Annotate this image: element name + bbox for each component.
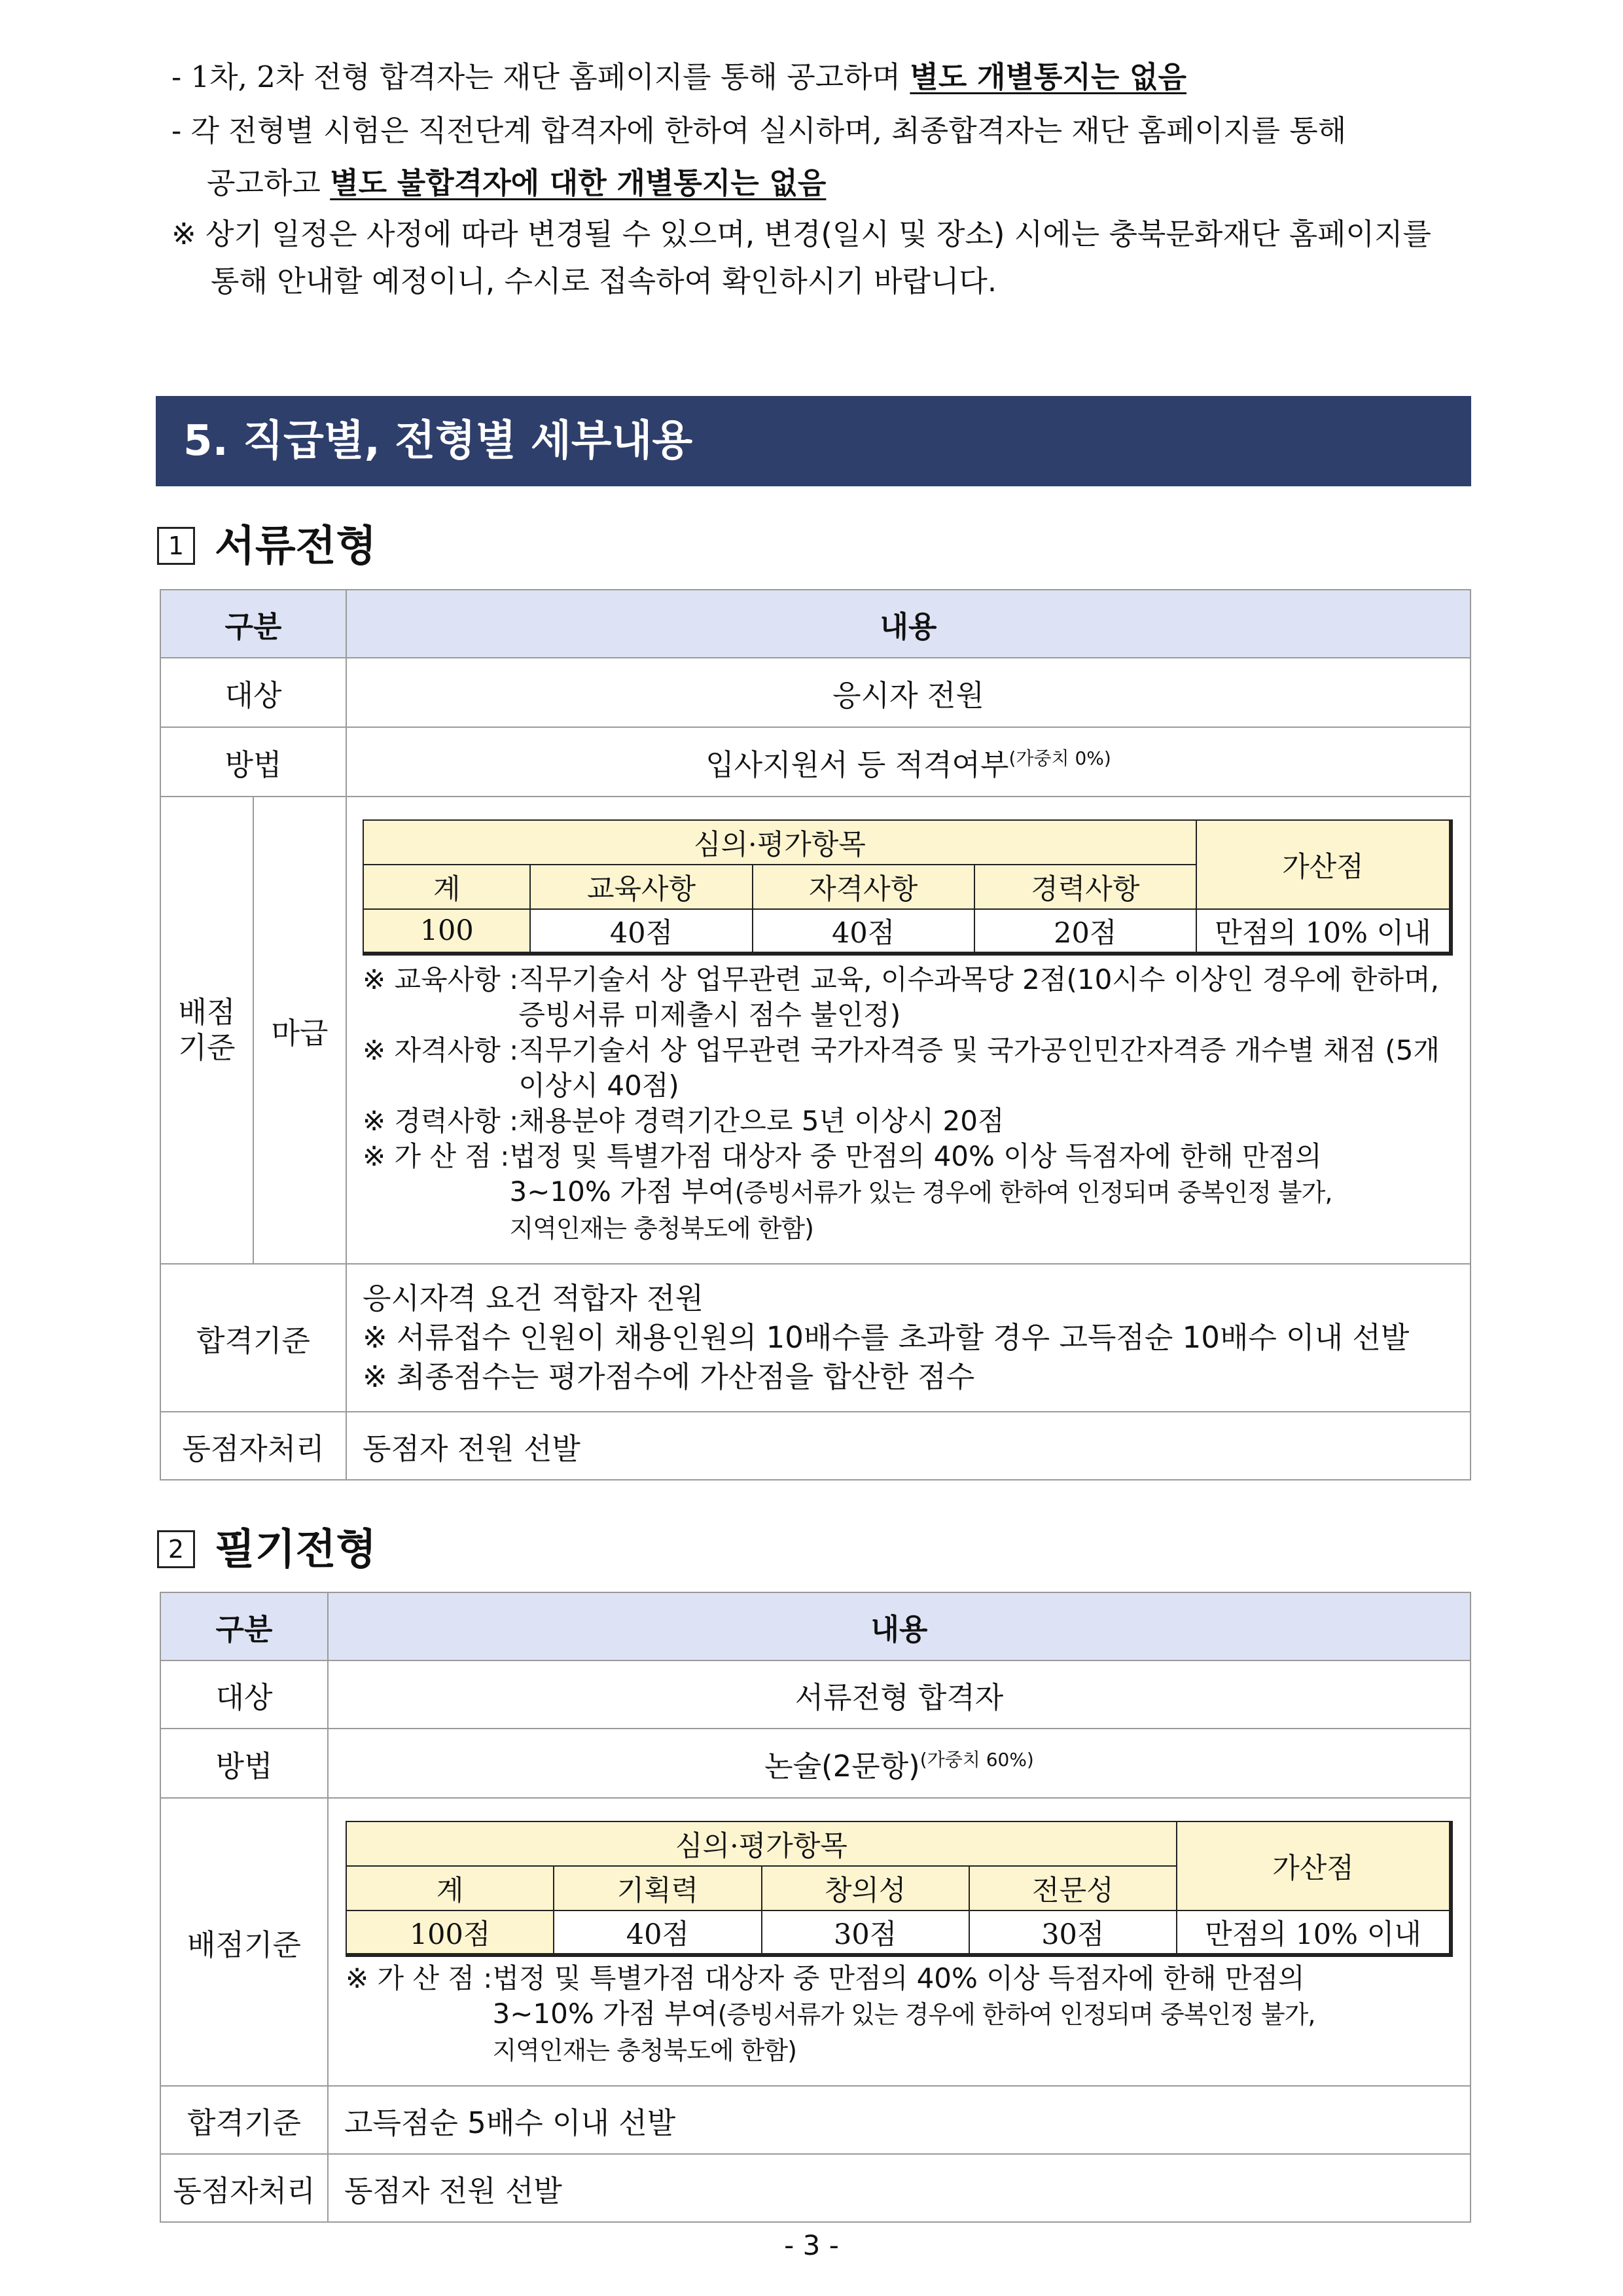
tie-label: 동점자처리: [160, 2154, 328, 2222]
doc-score-table: [363, 819, 1453, 956]
grade-label: 마급: [253, 797, 346, 1264]
col-creativity: 창의성: [762, 1866, 969, 1910]
tie-value: 동점자 전원 선발: [346, 1412, 1471, 1480]
written-score-table: [346, 1821, 1453, 1957]
weight-note: (가중치 0%): [1008, 747, 1111, 769]
intro-line-2: - 각 전형별 시험은 직전단계 합격자에 한하여 실시하며, 최종합격자는 재단 홈페이지를 통해: [171, 113, 1347, 148]
val-career: 20점: [974, 909, 1196, 954]
header-category: 구분: [160, 590, 346, 658]
intro-emph-1: 별도 개별통지는 없음: [910, 60, 1186, 94]
written-exam-table: [160, 1592, 1471, 2223]
note-education: ※ 교육사항 : 직무기술서 상 업무관련 교육, 이수과목당 2점(10시수 이상인 경우에 한하며, 증빙서류 미제출시 점수 불인정): [363, 963, 1439, 1031]
method-label: 방법: [160, 727, 346, 797]
col-education: 교육사항: [530, 865, 752, 909]
intro-note-1: ※ 상기 일정은 사정에 따라 변경될 수 있으며, 변경(일시 및 장소) 시에는 충북문화재단 홈페이지를: [171, 217, 1431, 251]
bonus-header: 가산점: [1177, 1821, 1451, 1910]
method-label: 방법: [160, 1729, 328, 1798]
doc-score-notes: [363, 962, 1453, 1246]
intro-line-1: - 1차, 2차 전형 합격자는 재단 홈페이지를 통해 공고하며 별도 개별통지는 없음: [171, 60, 1186, 94]
col-expertise: 전문성: [969, 1866, 1177, 1910]
val-creativity: 30점: [762, 1910, 969, 1955]
written-score-notes: [346, 1961, 1453, 2068]
header-content: 내용: [328, 1592, 1471, 1660]
note-bonus: ※ 가 산 점 : 법정 및 특별가점 대상자 중 만점의 40% 이상 득점자에 한해 만점의 3~10% 가점 부여(증빙서류가 있는 경우에 한하여 인정되며 중복인정 불가, 지역인재는 충청북도에 한함): [346, 1962, 1315, 2065]
subsection-doc-title: 1 서류전형: [157, 520, 376, 573]
col-planning: 기획력: [554, 1866, 761, 1910]
note-certificate: ※ 자격사항 : 직무기술서 상 업무관련 국가자격증 및 국가공인민간자격증 개수별 채점 (5개 이상시 40점): [363, 1034, 1440, 1102]
numbered-box-2: 2: [157, 1530, 195, 1568]
eval-items-header: 심의·평가항목: [363, 820, 1196, 865]
val-education: 40점: [530, 909, 752, 954]
weight-note: (가중치 60%): [919, 1748, 1034, 1770]
intro-emph-2: 별도 불합격자에 대한 개별통지는 없음: [330, 166, 827, 200]
header-category: 구분: [160, 1592, 328, 1660]
target-label: 대상: [160, 1660, 328, 1729]
score-criteria-content: [346, 797, 1471, 1264]
intro-line-3: 공고하고 별도 불합격자에 대한 개별통지는 없음: [207, 166, 827, 200]
section-title: 5. 직급별, 전형별 세부내용: [183, 417, 693, 465]
intro-note-2: 통해 안내할 예정이니, 수시로 접속하여 확인하시기 바랍니다.: [211, 264, 997, 298]
doc-screening-table: [160, 589, 1471, 1480]
pass-criteria-value: 고득점순 5배수 이내 선발: [328, 2086, 1471, 2154]
tie-label: 동점자처리: [160, 1412, 346, 1480]
col-career: 경력사항: [974, 865, 1196, 909]
tie-value: 동점자 전원 선발: [328, 2154, 1471, 2222]
page-number: - 3 -: [784, 2229, 839, 2261]
col-total: 계: [363, 865, 530, 909]
val-total: 100점: [346, 1910, 554, 1955]
pass-criteria-label: 합격기준: [160, 2086, 328, 2154]
val-bonus: 만점의 10% 이내: [1196, 909, 1451, 954]
score-criteria-label: 배점 기준: [160, 797, 253, 1264]
col-certificate: 자격사항: [753, 865, 974, 909]
target-value: 응시자 전원: [346, 658, 1471, 727]
eval-items-header: 심의·평가항목: [346, 1821, 1177, 1866]
method-value: 논술(2문항)$^{(가중치 60\%)}$: [328, 1729, 1471, 1798]
score-criteria-content: [328, 1798, 1471, 2086]
header-content: 내용: [346, 590, 1471, 658]
val-total: 100: [363, 909, 530, 954]
val-bonus: 만점의 10% 이내: [1177, 1910, 1451, 1955]
score-criteria-label: 배점기준: [160, 1798, 328, 2086]
val-certificate: 40점: [753, 909, 974, 954]
section-header-bar: [156, 396, 1471, 486]
val-expertise: 30점: [969, 1910, 1177, 1955]
pass-criteria-content: 응시자격 요건 적합자 전원 ※ 서류접수 인원이 채용인원의 10배수를 초과할 경우 고득점순 10배수 이내 선발 ※ 최종점수는 평가점수에 가산점을 합산한 점수: [346, 1264, 1471, 1412]
bonus-header: 가산점: [1196, 820, 1451, 909]
note-bonus: ※ 가 산 점 : 법정 및 특별가점 대상자 중 만점의 40% 이상 득점자에 한해 만점의 3~10% 가점 부여(증빙서류가 있는 경우에 한하여 인정되며 중복인정 불가, 지역인재는 충청북도에 한함): [363, 1140, 1332, 1243]
val-planning: 40점: [554, 1910, 761, 1955]
target-value: 서류전형 합격자: [328, 1660, 1471, 1729]
target-label: 대상: [160, 658, 346, 727]
numbered-box-1: 1: [157, 527, 195, 565]
subsection-written-title: 2 필기전형: [157, 1524, 376, 1576]
note-career: ※ 경력사항 : 채용분야 경력기간으로 5년 이상시 20점: [363, 1105, 1005, 1137]
method-value: 입사지원서 등 적격여부$^{(가중치 0\%)}$: [346, 727, 1471, 797]
pass-criteria-label: 합격기준: [160, 1264, 346, 1412]
col-total: 계: [346, 1866, 554, 1910]
